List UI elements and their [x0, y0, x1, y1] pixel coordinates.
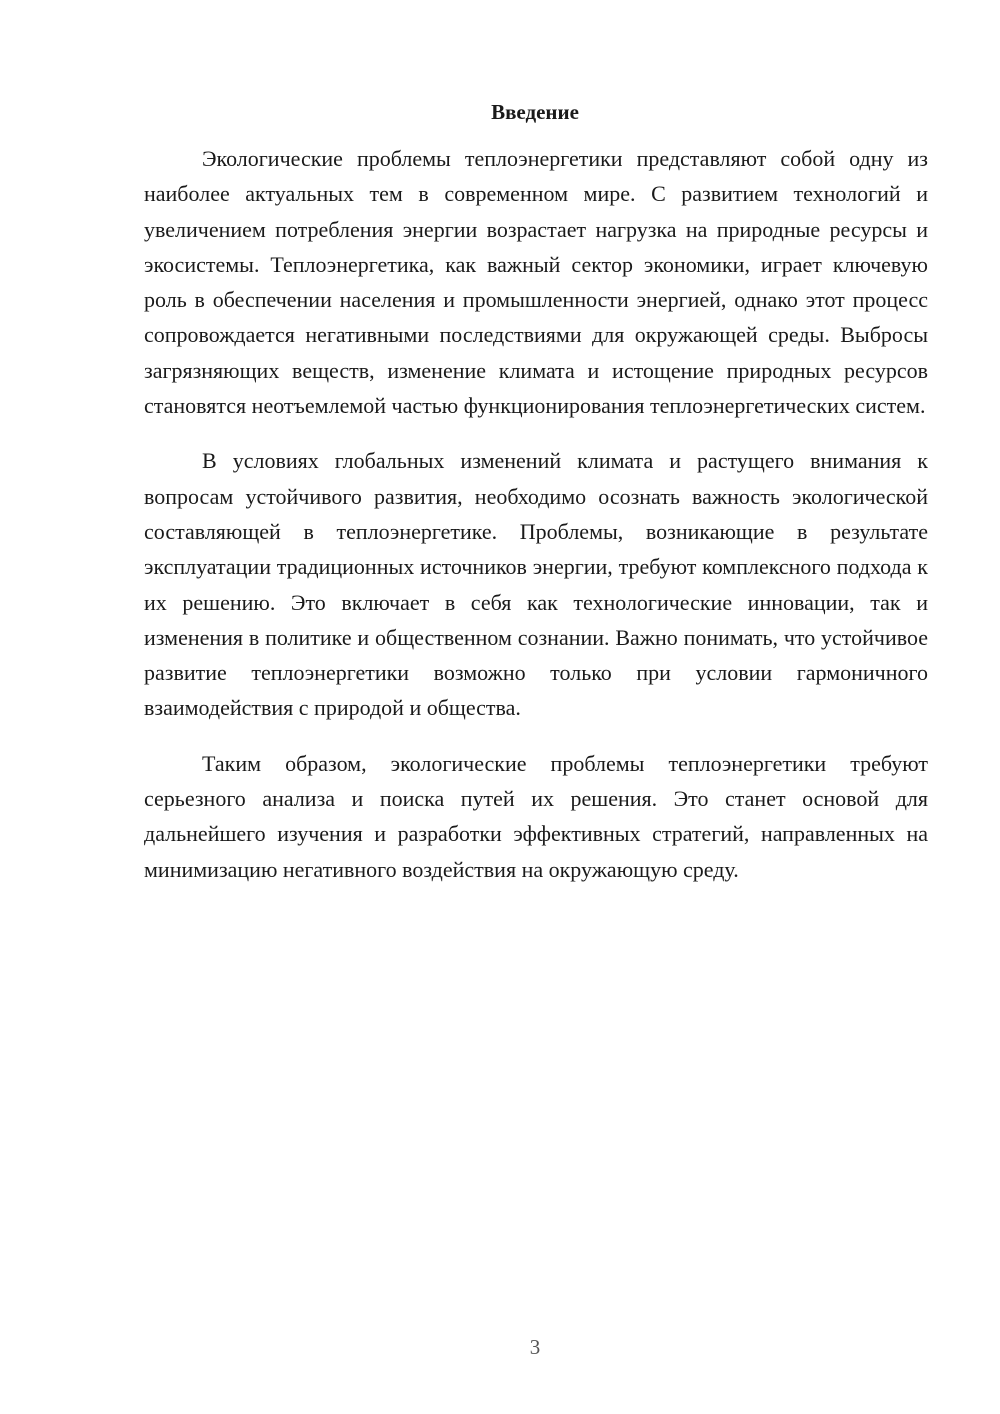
paragraph-2: В условиях глобальных изменений климата и растущего внимания к вопросам устойчивого развития, необходимо осознать важность экологической составляющей в теплоэнергетике. Проблемы, возникающие в результате эксплуатации традиционных источников энергии, требуют комплексного подхода к их решению. Это включает в себя как технологические инновации, так и изменения в политике и общественном сознании. Важно понимать, что устойчивое развитие теплоэнергетики возможно только при условии гармоничного взаимодействия с природой и общества.	[144, 448, 928, 721]
page-title: Введение	[491, 100, 579, 124]
paragraph-1: Экологические проблемы теплоэнергетики представляют собой одну из наиболее актуальных тем в современном мире. С развитием технологий и увеличением потребления энергии возрастает нагрузка на природные ресурсы и экосистемы. Теплоэнергетика, как важный сектор экономики, играет ключевую роль в обеспечении населения и промышленности энергией, однако этот процесс сопровождается негативными последствиями для окружающей среды. Выбросы загрязняющих веществ, изменение климата и истощение природных ресурсов становятся неотъемлемой частью функционирования теплоэнергетических систем.	[144, 146, 928, 419]
body-text	[144, 141, 928, 907]
page-number: 3	[529, 1335, 541, 1359]
paragraph-3: Таким образом, экологические проблемы теплоэнергетики требуют серьезного анализа и поиска путей их решения. Это станет основой для дальнейшего изучения и разработки эффективных стратегий, направленных на минимизацию негативного воздействия на окружающую среду.	[144, 750, 928, 882]
